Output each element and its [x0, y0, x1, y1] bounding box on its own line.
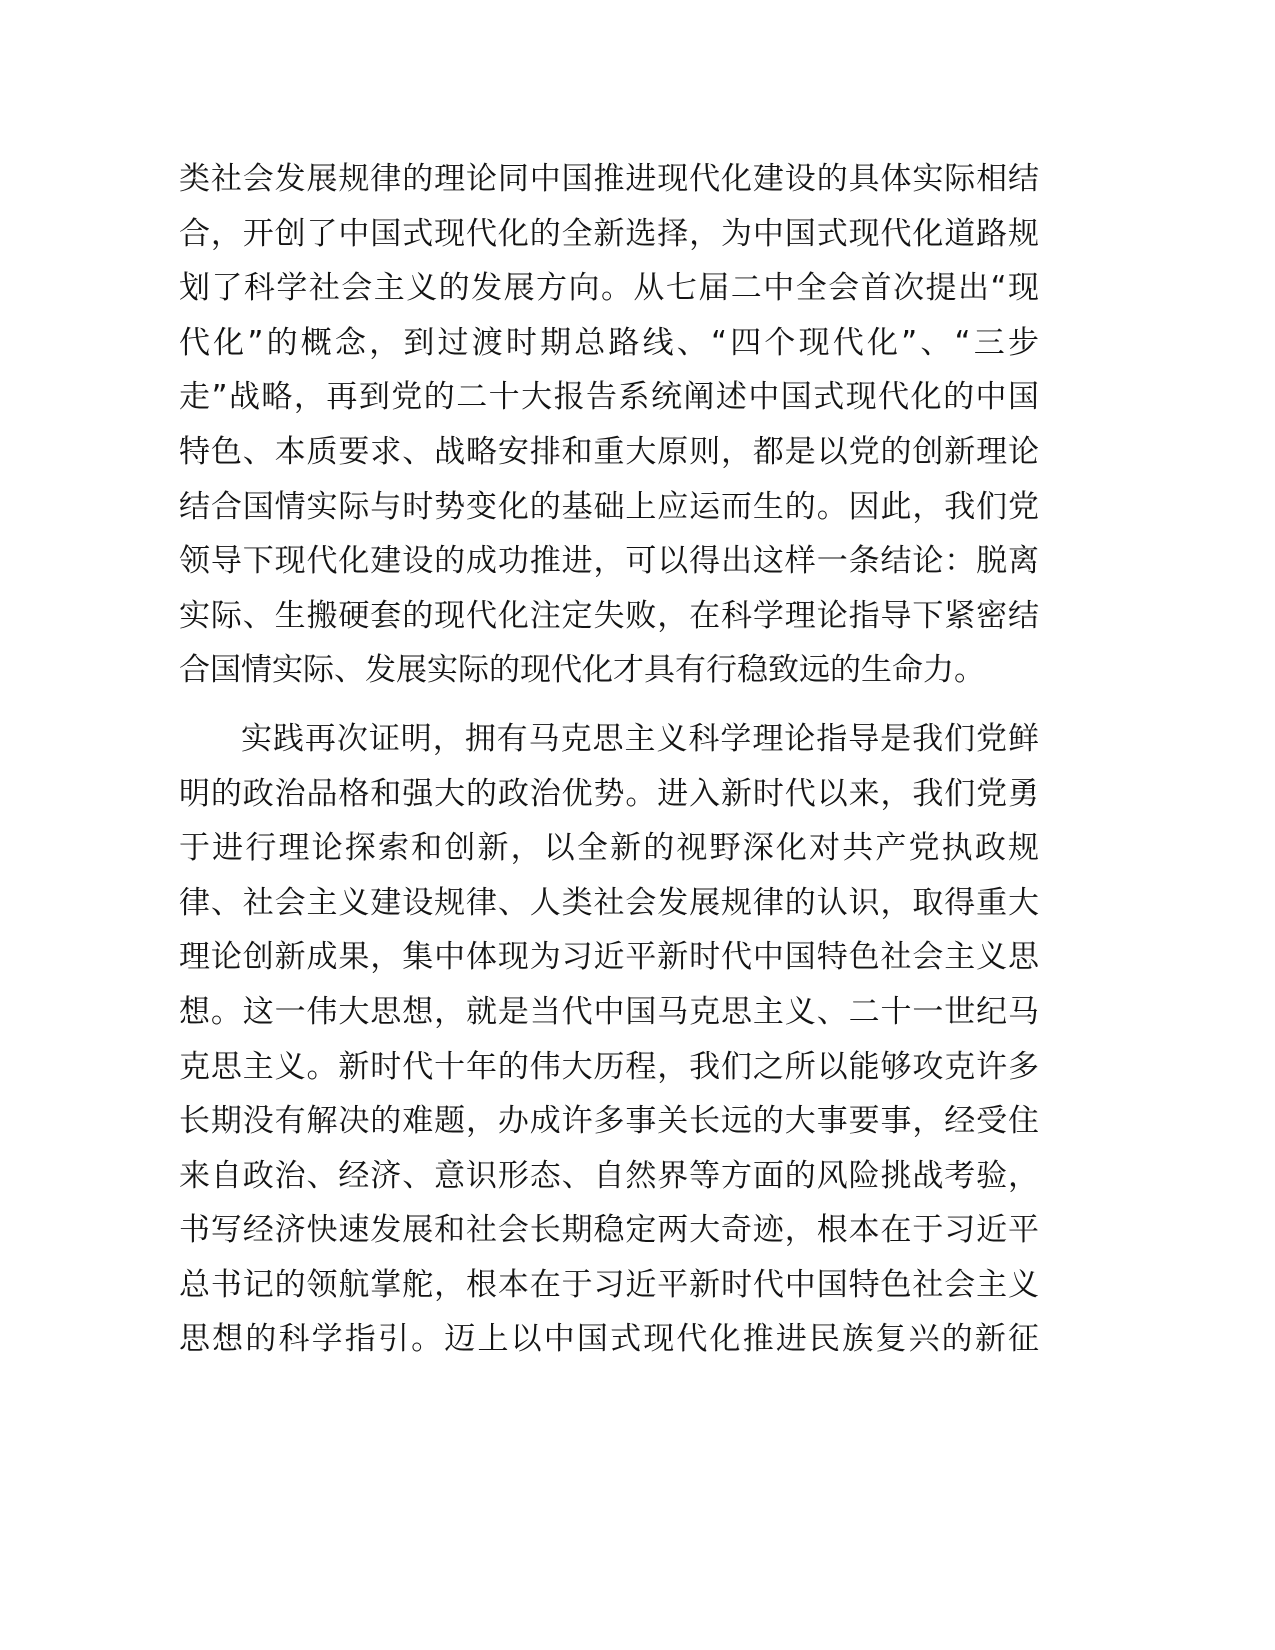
text-line: 实际、生搬硬套的现代化注定失败，在科学理论指导下紧密结: [179, 597, 1039, 634]
text-line: 实践再次证明，拥有马克思主义科学理论指导是我们党鲜: [241, 720, 1039, 757]
text-line: 克思主义。新时代十年的伟大历程，我们之所以能够攻克许多: [179, 1048, 1039, 1085]
text-line: 合国情实际、发展实际的现代化才具有行稳致远的生命力。: [179, 652, 985, 689]
paragraph-1: [179, 152, 1039, 698]
text-line: 类社会发展规律的理论同中国推进现代化建设的具体实际相结: [179, 161, 1039, 197]
text-line: 特色、本质要求、战略安排和重大原则，都是以党的创新理论: [179, 433, 1039, 470]
text-line: 明的政治品格和强大的政治优势。进入新时代以来，我们党勇: [179, 775, 1039, 812]
body-text: [179, 152, 1039, 1367]
text-line: 代化”的概念，到过渡时期总路线、“四个现代化”、“三步: [179, 324, 1039, 361]
text-line: 总书记的领航掌舵，根本在于习近平新时代中国特色社会主义: [179, 1266, 1039, 1303]
text-line: 走”战略，再到党的二十大报告系统阐述中国式现代化的中国: [179, 379, 1039, 416]
text-line: 想。这一伟大思想，就是当代中国马克思主义、二十一世纪马: [179, 993, 1039, 1030]
text-line: 书写经济快速发展和社会长期稳定两大奇迹，根本在于习近平: [179, 1212, 1039, 1249]
text-line: 于进行理论探索和创新，以全新的视野深化对共产党执政规: [179, 830, 1039, 867]
text-line: 长期没有解决的难题，办成许多事关长远的大事要事，经受住: [179, 1103, 1039, 1140]
text-line: 律、社会主义建设规律、人类社会发展规律的认识，取得重大: [179, 884, 1039, 921]
text-line: 理论创新成果，集中体现为习近平新时代中国特色社会主义思: [179, 939, 1039, 976]
paragraph-2: [179, 712, 1039, 1367]
text-line: 合，开创了中国式现代化的全新选择，为中国式现代化道路规: [179, 215, 1039, 252]
text-line: 结合国情实际与时势变化的基础上应运而生的。因此，我们党: [179, 488, 1039, 525]
text-line: 划了科学社会主义的发展方向。从七届二中全会首次提出“现: [179, 270, 1039, 307]
text-line: 思想的科学指引。迈上以中国式现代化推进民族复兴的新征: [179, 1321, 1039, 1358]
paragraph-spacer: [179, 698, 1039, 712]
text-line: 领导下现代化建设的成功推进，可以得出这样一条结论：脱离: [179, 543, 1039, 580]
text-line: 来自政治、经济、意识形态、自然界等方面的风险挑战考验，: [179, 1157, 1039, 1194]
